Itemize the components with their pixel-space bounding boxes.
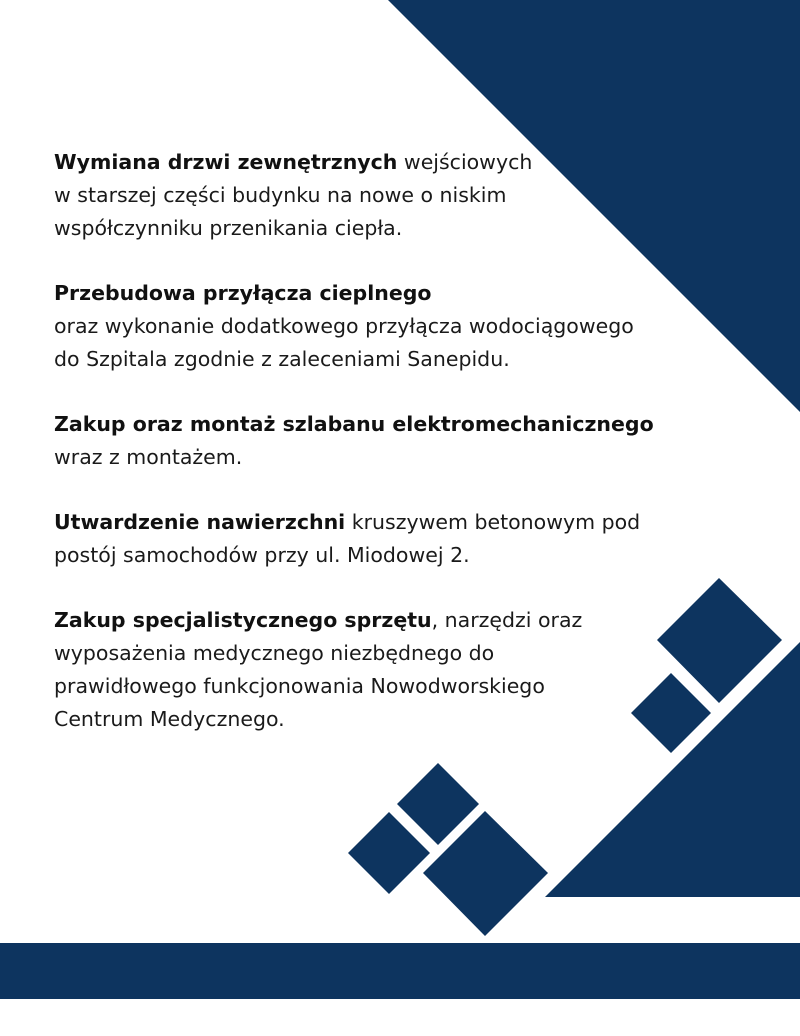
paragraph-text: , narzędzi oraz wyposażenia medycznego niezbędnego do prawidłowego funkcjonowania Nowodworskiego Centrum Medycznego. (54, 608, 583, 731)
paragraph-equipment (54, 604, 694, 736)
paragraph-heading: Wymiana drzwi zewnętrznych (54, 150, 398, 174)
paragraph-heading: Przebudowa przyłącza cieplnego (54, 281, 432, 305)
paragraph-text: oraz wykonanie dodatkowego przyłącza wodociągowego do Szpitala zgodnie z zaleceniami Sanepidu. (54, 314, 634, 371)
paragraph-doors (54, 146, 694, 245)
paragraph-text: wejściowych w starszej części budynku na nowe o niskim współczynniku przenikania ciepła. (54, 150, 533, 240)
task-list (54, 146, 694, 768)
bottom-band (0, 943, 800, 999)
paragraph-heading: Zakup oraz montaż szlabanu elektromechanicznego (54, 412, 654, 436)
paragraph-heading: Zakup specjalistycznego sprzętu (54, 608, 432, 632)
paragraph-text: kruszywem betonowym pod postój samochodów przy ul. Miodowej 2. (54, 510, 641, 567)
paragraph-text: wraz z montażem. (54, 445, 243, 469)
paragraph-barrier (54, 408, 694, 474)
paragraph-parking-surface (54, 506, 694, 572)
paragraph-heating-connection (54, 277, 694, 376)
paragraph-heading: Utwardzenie nawierzchni (54, 510, 346, 534)
